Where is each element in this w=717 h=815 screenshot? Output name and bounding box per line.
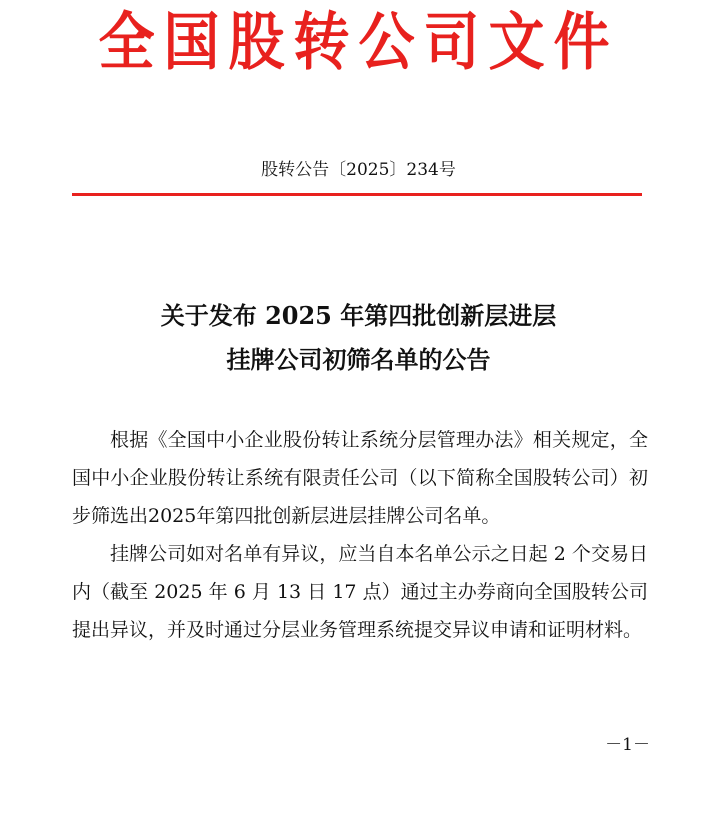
page-number: －1－ (605, 735, 650, 755)
body-paragraph-2: 挂牌公司如对名单有异议，应当自本名单公示之日起 2 个交易日内（截至 2025 年 6 月 13 日 17 点）通过主办券商向全国股转公司提出异议，并及时通过分层业务管理系统提交异议申请和证明材料。 (72, 543, 648, 641)
title-line-2: 挂牌公司初筛名单的公告 (226, 345, 491, 374)
body-paragraph-1: 根据《全国中小企业股份转让系统分层管理办法》相关规定，全国中小企业股份转让系统有限责任公司（以下简称全国股转公司）初步筛选出2025年第四批创新层进层挂牌公司名单。 (72, 429, 648, 527)
announcement-title (0, 294, 717, 382)
title-line-1: 关于发布 2025 年第四批创新层进层 (160, 301, 557, 330)
red-divider-rule (72, 193, 642, 196)
masthead-title: 全国股转公司文件 (98, 5, 619, 79)
announcement-body (72, 421, 648, 649)
document-number: 股转公告〔2025〕234号 (261, 160, 456, 180)
